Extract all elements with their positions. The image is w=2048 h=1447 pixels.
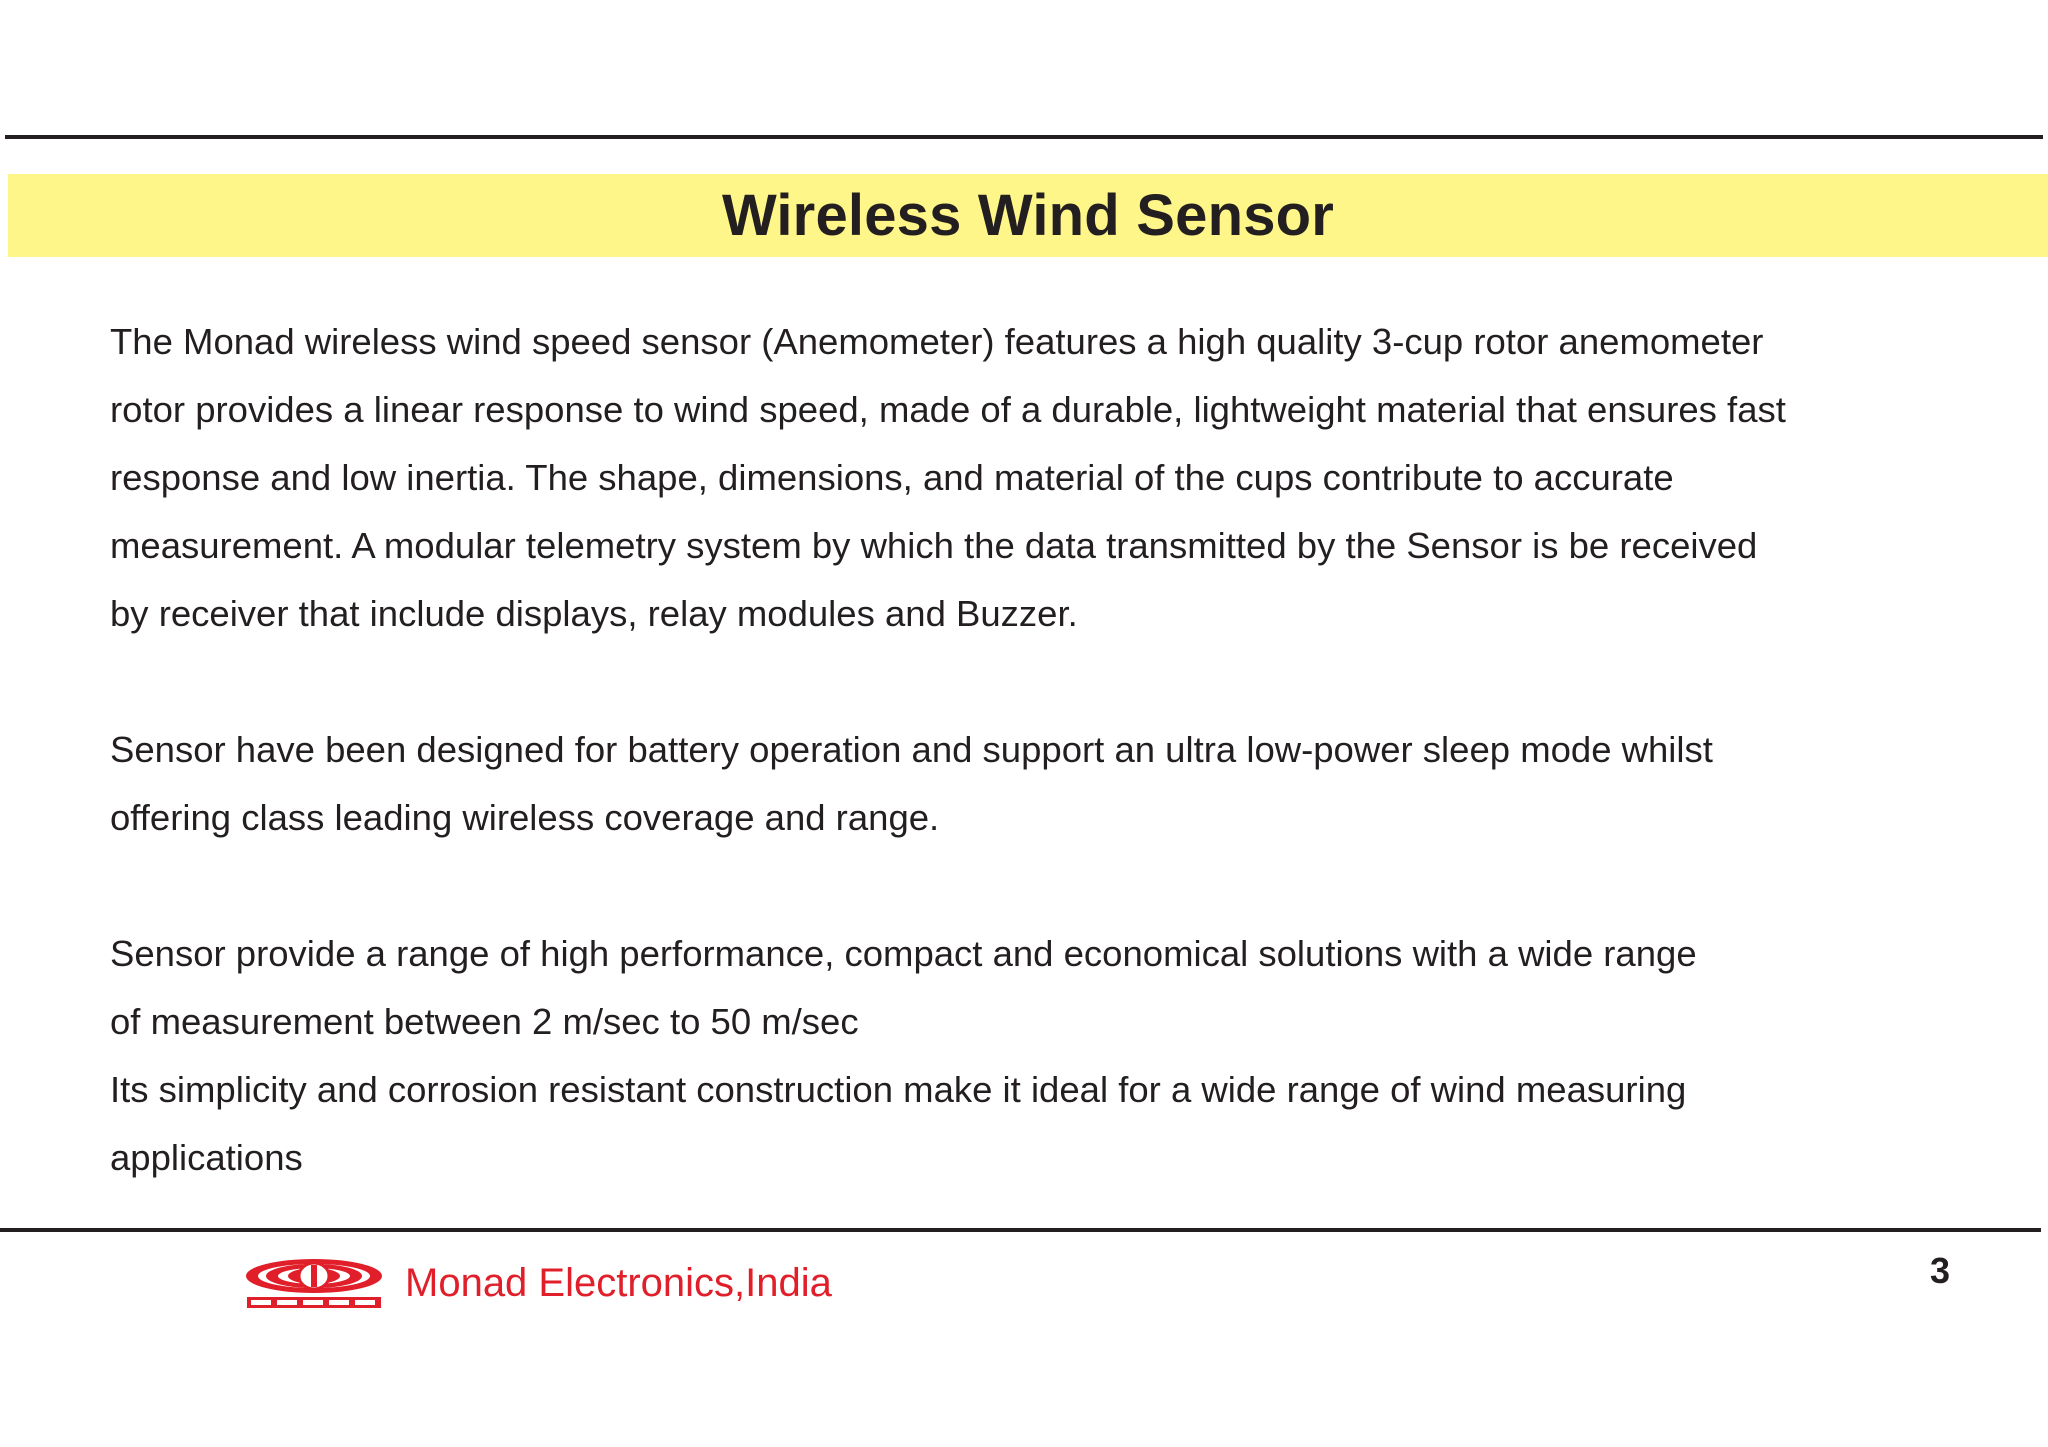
monad-logo-icon bbox=[243, 1256, 385, 1310]
company-name: Monad Electronics,India bbox=[405, 1261, 832, 1305]
paragraph-gap bbox=[110, 852, 1990, 920]
paragraph-line: response and low inertia. The shape, dimensions, and material of the cups contribute to accurate bbox=[110, 457, 1674, 498]
title-band bbox=[8, 174, 2048, 257]
paragraph-line: Sensor provide a range of high performance, compact and economical solutions with a wide range bbox=[110, 933, 1697, 974]
paragraph-line: by receiver that include displays, relay modules and Buzzer. bbox=[110, 593, 1078, 634]
paragraph-line: The Monad wireless wind speed sensor (Anemometer) features a high quality 3-cup rotor anemometer bbox=[110, 321, 1764, 362]
body-text bbox=[110, 308, 1990, 1192]
top-divider bbox=[5, 135, 2043, 139]
page-number: 3 bbox=[1930, 1250, 1951, 1291]
page-title: Wireless Wind Sensor bbox=[721, 183, 1335, 248]
paragraph-line: rotor provides a linear response to wind speed, made of a durable, lightweight material that ensures fast bbox=[110, 389, 1786, 430]
footer bbox=[243, 1256, 832, 1310]
paragraph-line: applications bbox=[110, 1137, 303, 1178]
paragraph-line: offering class leading wireless coverage and range. bbox=[110, 797, 940, 838]
paragraph-gap bbox=[110, 648, 1990, 716]
paragraph-line: Its simplicity and corrosion resistant construction make it ideal for a wide range of wind measuring bbox=[110, 1069, 1687, 1110]
paragraph-line: of measurement between 2 m/sec to 50 m/sec bbox=[110, 1001, 859, 1042]
bottom-divider bbox=[0, 1228, 2041, 1232]
paragraph-line: Sensor have been designed for battery operation and support an ultra low-power sleep mode whilst bbox=[110, 729, 1713, 770]
paragraph-line: measurement. A modular telemetry system by which the data transmitted by the Sensor is be received bbox=[110, 525, 1758, 566]
